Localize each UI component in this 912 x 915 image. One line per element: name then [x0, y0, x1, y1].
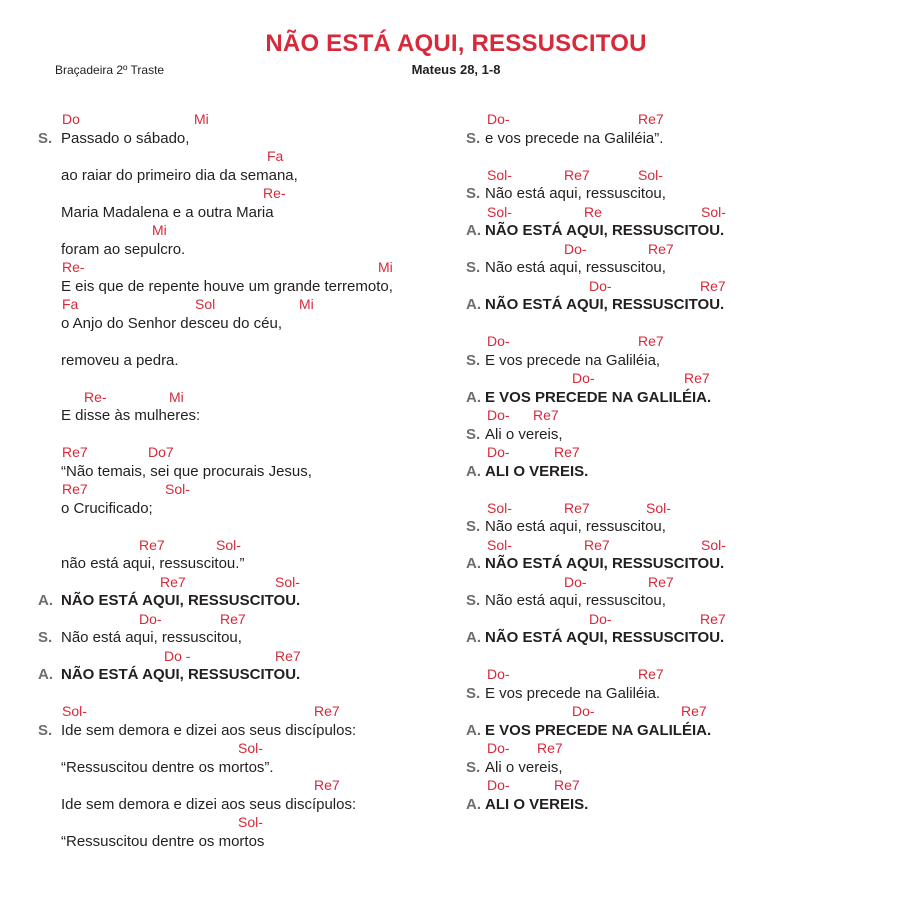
chord: Re7 — [584, 536, 610, 553]
song-title: NÃO ESTÁ AQUI, RESSUSCITOU — [265, 30, 647, 57]
chord: Do- — [487, 407, 510, 423]
chord: Mi — [169, 388, 184, 405]
chord-row — [466, 166, 906, 185]
role-label: A. — [466, 555, 481, 572]
chord-row — [38, 536, 458, 555]
chord: Do - — [164, 647, 191, 664]
chord: Mi — [152, 222, 167, 238]
lyric-line: NÃO ESTÁ AQUI, RESSUSCITOU. — [61, 666, 301, 683]
role-label: A. — [466, 462, 481, 480]
lyric-row — [466, 628, 906, 647]
lyric-row — [466, 129, 906, 148]
chord-row — [38, 702, 458, 721]
lyric-line: E eis que de repente houve um grande terremoto, — [61, 277, 393, 295]
role-label: S. — [38, 721, 53, 739]
lyric-line: E vos precede na Galiléia. — [485, 684, 661, 702]
role-label: S. — [466, 351, 481, 369]
role-label: S. — [466, 684, 481, 702]
role-label: S. — [466, 259, 481, 276]
role-label: S. — [38, 629, 53, 646]
chord: Sol- — [638, 166, 663, 183]
chord-row — [466, 240, 906, 259]
chord: Do- — [564, 240, 587, 257]
chord: Mi — [378, 259, 393, 275]
chord: Re7 — [648, 240, 674, 257]
chord: Re- — [263, 185, 286, 201]
chord: Do- — [487, 740, 510, 756]
spacer-row — [38, 684, 458, 703]
spacer-row — [38, 517, 458, 536]
lyric-row — [466, 554, 906, 573]
lyric-row — [466, 388, 906, 407]
chord-row — [466, 499, 906, 518]
chord: Re7 — [684, 370, 710, 386]
chord: Sol- — [701, 203, 726, 220]
lyric-line: o Anjo do Senhor desceu do céu, — [61, 314, 283, 332]
chord: Sol- — [238, 740, 263, 756]
chord: Re7 — [638, 333, 664, 349]
chord-row — [466, 610, 906, 629]
lyric-row — [38, 499, 458, 518]
chord: Sol- — [62, 703, 87, 719]
chord-row — [38, 295, 458, 314]
chord: Do- — [487, 666, 510, 682]
spacer-row — [466, 480, 906, 499]
role-label: A. — [466, 296, 481, 313]
lyric-line: foram ao sepulcro. — [61, 240, 186, 258]
chord-row — [466, 443, 906, 462]
lyric-row — [466, 721, 906, 740]
chord: Do- — [487, 777, 510, 793]
chord: Re7 — [554, 777, 580, 793]
chord: Re7 — [648, 573, 674, 590]
chord: Re7 — [314, 777, 340, 793]
lyric-line: NÃO ESTÁ AQUI, RESSUSCITOU. — [485, 629, 725, 646]
lyric-line: removeu a pedra. — [61, 351, 179, 369]
chord: Re7 — [533, 407, 559, 423]
chord: Re7 — [139, 536, 165, 553]
chord: Sol- — [275, 573, 300, 590]
lyric-row — [466, 258, 906, 277]
chord: Re7 — [681, 703, 707, 719]
role-label: S. — [466, 425, 481, 443]
role-label: A. — [466, 721, 481, 739]
lyric-row — [38, 795, 458, 814]
chord: Re7 — [638, 666, 664, 682]
chord-row — [466, 739, 906, 758]
lyric-line: Não está aqui, ressuscitou, — [485, 592, 666, 609]
chord: Re- — [84, 388, 107, 405]
lyric-line: Não está aqui, ressuscitou, — [485, 259, 666, 276]
chord: Sol- — [487, 536, 512, 553]
chord: Do7 — [148, 444, 174, 460]
chord: Mi — [299, 296, 314, 312]
chord: Re7 — [62, 481, 88, 497]
chord: Do- — [572, 703, 595, 719]
chord: Re7 — [638, 111, 664, 127]
lyric-line: “Não temais, sei que procurais Jesus, — [61, 462, 312, 480]
chord: Fa — [267, 148, 284, 164]
chord: Sol- — [238, 814, 263, 830]
role-label: A. — [466, 388, 481, 406]
chord: Sol- — [487, 203, 512, 220]
chord: Mi — [194, 111, 209, 127]
chord-row — [38, 443, 458, 462]
chord-row — [466, 369, 906, 388]
chord: Re7 — [537, 740, 563, 756]
chord: Do- — [589, 277, 612, 294]
left-column — [38, 110, 458, 850]
chord: Re7 — [564, 499, 590, 516]
lyric-line: Passado o sábado, — [61, 129, 190, 147]
chord-row — [38, 147, 458, 166]
lyric-line: “Ressuscitou dentre os mortos”. — [61, 758, 274, 776]
chord: Re7 — [700, 610, 726, 627]
chord: Re- — [62, 259, 85, 275]
spacer-row — [466, 647, 906, 666]
chord-row — [38, 480, 458, 499]
lyric-row — [38, 166, 458, 185]
lyric-line: NÃO ESTÁ AQUI, RESSUSCITOU. — [485, 296, 725, 313]
chord: Re7 — [62, 444, 88, 460]
lyric-row — [466, 795, 906, 814]
chord-row — [466, 332, 906, 351]
lyric-line: E VOS PRECEDE NA GALILÉIA. — [485, 388, 712, 406]
chord: Re7 — [554, 444, 580, 460]
lyric-row — [466, 295, 906, 314]
chord-row — [466, 702, 906, 721]
right-column — [466, 110, 906, 813]
chord: Do — [62, 111, 80, 127]
spacer-row — [466, 314, 906, 333]
lyric-row — [466, 684, 906, 703]
chord: Fa — [62, 296, 79, 312]
lyric-row — [38, 721, 458, 740]
chord-row — [38, 776, 458, 795]
lyric-row — [38, 832, 458, 851]
lyric-row — [466, 758, 906, 777]
spacer-row — [38, 425, 458, 444]
lyric-row — [38, 591, 458, 610]
lyric-row — [466, 517, 906, 536]
spacer-row — [38, 332, 458, 351]
chord-row — [38, 647, 458, 666]
chord-row — [38, 573, 458, 592]
chord-row — [38, 221, 458, 240]
chord: Do- — [487, 444, 510, 460]
role-label: A. — [466, 795, 481, 813]
role-label: S. — [38, 129, 53, 147]
lyric-row — [38, 240, 458, 259]
lyric-row — [38, 351, 458, 370]
lyric-line: ALI O VEREIS. — [485, 462, 589, 480]
role-label: S. — [466, 129, 481, 147]
lyric-row — [466, 462, 906, 481]
chord-row — [466, 110, 906, 129]
lyric-line: Maria Madalena e a outra Maria — [61, 203, 274, 221]
chord: Do- — [564, 573, 587, 590]
chord-row — [466, 203, 906, 222]
capo-note: Braçadeira 2º Traste — [55, 63, 165, 77]
role-label: S. — [466, 758, 481, 776]
lyric-line: Ide sem demora e dizei aos seus discípulos: — [61, 795, 357, 813]
chord: Re — [584, 203, 602, 220]
lyric-row — [38, 758, 458, 777]
chord-row — [38, 610, 458, 629]
chord-row — [38, 258, 458, 277]
scripture-reference: Mateus 28, 1-8 — [411, 62, 501, 77]
lyric-row — [466, 351, 906, 370]
lyric-row — [38, 129, 458, 148]
chord: Sol- — [165, 481, 190, 497]
lyric-line: Não está aqui, ressuscitou, — [485, 185, 666, 202]
lyric-row — [466, 221, 906, 240]
role-label: A. — [38, 592, 53, 609]
chord: Sol- — [487, 166, 512, 183]
role-label: A. — [466, 222, 481, 239]
chord: Re7 — [220, 610, 246, 627]
lyric-line: Ali o vereis, — [485, 758, 563, 776]
chord-row — [38, 388, 458, 407]
role-label: S. — [466, 185, 481, 202]
role-label: A. — [466, 629, 481, 646]
lyric-line: E vos precede na Galiléia, — [485, 351, 661, 369]
chord: Sol- — [216, 536, 241, 553]
role-label: A. — [38, 666, 53, 683]
chord: Sol- — [646, 499, 671, 516]
chord-row — [38, 184, 458, 203]
chord: Do- — [572, 370, 595, 386]
lyric-line: ao raiar do primeiro dia da semana, — [61, 166, 298, 184]
lyric-row — [38, 554, 458, 573]
chord: Do- — [589, 610, 612, 627]
lyric-line: Não está aqui, ressuscitou, — [485, 518, 666, 535]
chord-row — [38, 813, 458, 832]
lyric-row — [38, 462, 458, 481]
chord-row — [466, 573, 906, 592]
chord-row — [38, 739, 458, 758]
chord: Do- — [139, 610, 162, 627]
lyric-row — [38, 314, 458, 333]
chord: Re7 — [275, 647, 301, 664]
lyric-line: ALI O VEREIS. — [485, 795, 589, 813]
lyric-line: E VOS PRECEDE NA GALILÉIA. — [485, 721, 712, 739]
lyric-line: Ali o vereis, — [485, 425, 563, 443]
chord: Re7 — [700, 277, 726, 294]
lyric-line: e vos precede na Galiléia”. — [485, 129, 664, 147]
spacer-row — [38, 369, 458, 388]
lyric-row — [38, 203, 458, 222]
lyric-row — [38, 665, 458, 684]
lyric-line: NÃO ESTÁ AQUI, RESSUSCITOU. — [61, 592, 301, 609]
chord: Sol — [195, 296, 216, 312]
chord-row — [466, 277, 906, 296]
lyric-row — [38, 628, 458, 647]
lyric-line: NÃO ESTÁ AQUI, RESSUSCITOU. — [485, 222, 725, 239]
lyric-row — [466, 184, 906, 203]
chord-row — [466, 536, 906, 555]
lyric-line: Não está aqui, ressuscitou, — [61, 629, 242, 646]
spacer-row — [466, 147, 906, 166]
chord: Re7 — [314, 703, 340, 719]
chord-row — [38, 110, 458, 129]
lyric-line: “Ressuscitou dentre os mortos — [61, 832, 265, 850]
chord-row — [466, 406, 906, 425]
lyric-row — [466, 425, 906, 444]
lyric-line: Ide sem demora e dizei aos seus discípulos: — [61, 721, 357, 739]
chord: Sol- — [701, 536, 726, 553]
chord: Re7 — [564, 166, 590, 183]
lyric-row — [466, 591, 906, 610]
lyric-line: NÃO ESTÁ AQUI, RESSUSCITOU. — [485, 555, 725, 572]
lyric-line: E disse às mulheres: — [61, 407, 201, 424]
chord-row — [466, 665, 906, 684]
lyric-line: o Crucificado; — [61, 499, 153, 517]
lyric-row — [38, 277, 458, 296]
role-label: S. — [466, 518, 481, 535]
chord: Re7 — [160, 573, 186, 590]
lyric-line: não está aqui, ressuscitou.” — [61, 555, 245, 572]
lyric-row — [38, 406, 458, 425]
role-label: S. — [466, 592, 481, 609]
chord-row — [466, 776, 906, 795]
chord: Do- — [487, 111, 510, 127]
chord: Do- — [487, 333, 510, 349]
chord: Sol- — [487, 499, 512, 516]
